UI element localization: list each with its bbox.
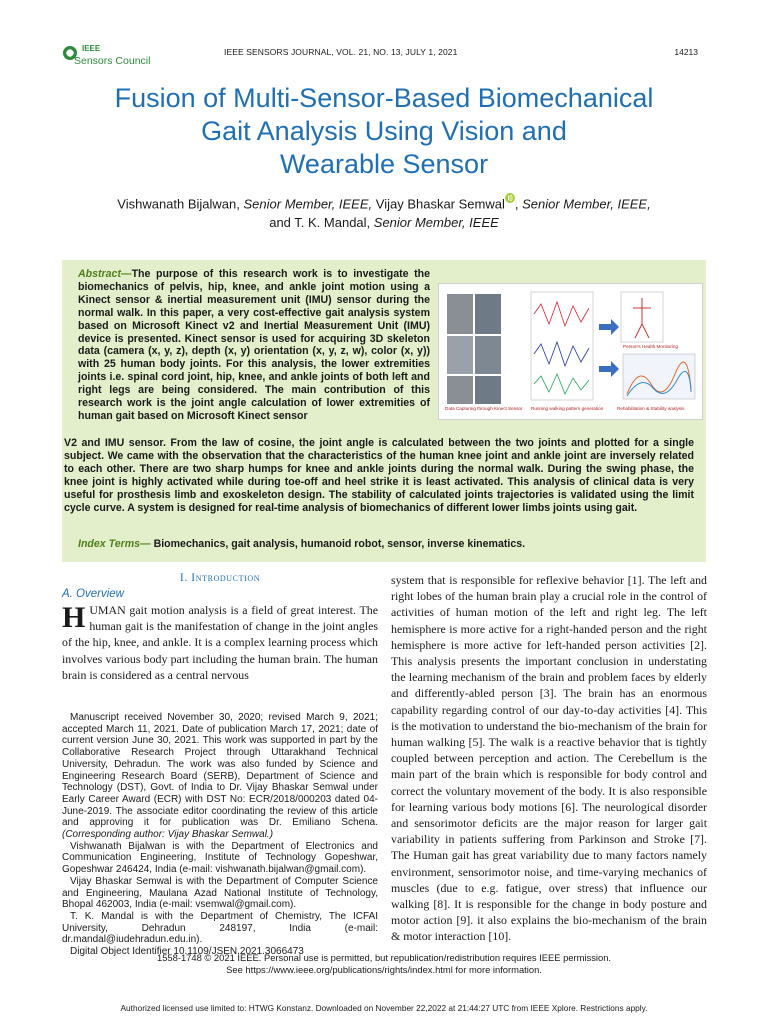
footnotes — [62, 712, 378, 958]
title-line: Wearable Sensor — [279, 149, 489, 179]
corresponding-author: (Corresponding author: Vijay Bhaskar Semwal.) — [62, 829, 274, 841]
figure-label-rehab: Rehabilitation & Stability analysis — [617, 406, 685, 411]
index-terms-text: Biomechanics, gait analysis, humanoid robot, sensor, inverse kinematics. — [153, 538, 526, 550]
figure-drawing — [439, 284, 702, 419]
left-column — [62, 572, 378, 683]
affiliation-note: Vijay Bhaskar Semwal is with the Department of Computer Science and Engineering, Maulana Azad National Institute of Technology, Bhopal 462003, India (e-mail: vsemwal@gmail.com). — [62, 875, 378, 911]
figure-label-walking: Running walking pattern generation — [531, 406, 604, 411]
svg-text:Sensors Council: Sensors Council — [74, 55, 151, 67]
graphical-abstract-figure — [438, 283, 703, 420]
figure-label-health: Person's Health Monitoring — [623, 344, 679, 349]
figure-label-capture: Data Capturing through Kinect Sensor — [445, 406, 523, 411]
abstract-body-part1: The purpose of this research work is to investigate the biomechanics of pelvis, hip, knee, and ankle joint motion using a Kinect sensor & inertial measurement unit (IMU) sensor during the normal walk. In this paper, a very cost-effective gait analysis system based on Microsoft Kinect v2 and Inertial Measurement Unit (IMU) device is presented. Kinect sensor is used for acquiring 3D skeleton data (camera (x, y, z), depth (x, y) orientation (x, y, z, w), color (x, y)) with 25 human body joints. For this analysis, the lower extremities joints i.e. spinal cord joint, hip, knee, and ankle joints of both left and right legs are being considered. The main contribution of this research work is the joint angle calculation of lower extremities of human gait based on Microsoft Kinect sensor — [78, 268, 430, 422]
title-line: Gait Analysis Using Vision and — [201, 116, 567, 146]
abstract-text-continued: V2 and IMU sensor. From the law of cosine, the joint angle is calculated between the two joints and plotted for a single subject. We came with the observation that the characteristics of the human knee joint and ankle joint are inversely related to each other. There are two sharp humps for knee and ankle joints during the normal walk. During the swing phase, the knee joint is highly activated while during toe-off and heel strike it is least activated. This analysis of clinical data is very useful for prosthesis limb and exoskeleton design. The stability of calculated joints trajectories is validated using the limit cycle curve. A system is designed for real-time analysis of biomechanics of different lower limbs joints using gait. — [64, 437, 694, 514]
subsection-heading: A. Overview — [62, 588, 124, 600]
photo-thumb — [447, 336, 473, 374]
page-number: 14213 — [674, 47, 698, 57]
photo-thumb — [447, 294, 473, 334]
author-role: Senior Member, IEEE, — [243, 196, 373, 212]
arrow-right-icon — [599, 319, 619, 335]
abstract-text: Abstract—The purpose of this research work is to investigate the biomechanics of pelvis, hip, knee, and ankle joint motion using a Kinect sensor & inertial measurement unit (IMU) sensor during the normal walk. In this paper, a very cost-effective gait analysis system based on Microsoft Kinect v2 and Inertial Measurement Unit (IMU) device is presented. Kinect sensor is used for acquiring 3D skeleton data (camera (x, y, z), depth (x, y) orientation (x, y, z, w), color (x, y)) with 25 human body joints. For this analysis, the lower extremities joints i.e. spinal cord joint, hip, knee, and ankle joints of both left and right legs are being considered. The main contribution of this research work is the joint angle calculation of lower extremities of human gait based on Microsoft Kinect sensor — [78, 268, 430, 422]
photo-thumb — [475, 294, 501, 334]
title-line: Fusion of Multi-Sensor-Based Biomechanical — [114, 83, 654, 113]
section-heading: I. Introduction — [179, 572, 261, 584]
paper-title — [60, 82, 708, 181]
ieee-sensors-council-logo — [62, 42, 162, 68]
author-name: Vijay Bhaskar Semwal — [375, 196, 505, 212]
intro-paragraph-continued: system that is responsible for reflexive behavior [1]. The left and right lobes of the human brain play a crucial role in the control of activities of human motion of the left and right leg. The left hemisphere is more active for a right-handed person and the right hemisphere is more active for left-handed person activities [2]. This analysis presents the important conclusion in understating the learning mechanism of the brain and problem faces by elderly and differently-abled person [3]. The brain has an enormous capability regarding control of our day-to-day activities [4]. This is the motivation to understand the bio-mechanism of the brain for human walking [5]. The walk is a reactive behavior that is tightly coupled between perception and action. The Cerebellum is the main part of the brain which is responsible for body control and correct the voluntary movement of the body. It is also responsible for learning various body motions [6]. The neurological disorder and sensorimotor deficits are the major reason for larger gait variability in patients suffering from Parkinson and Stroke [7]. The Human gait has great variability due to many factors namely environment, sensorimotor noise, and time-varying mechanics of muscles (due to e.g. fatigue, over stress) that influence our walking [8]. It is responsible for the change in body posture and motor action [9]. it also explains the bio-mechanism of the brain & motor interaction [10]. — [391, 573, 707, 944]
author-list: Vishwanath Bijalwan, Senior Member, IEEE, Vijay Bhaskar Semwal , Senior Member, IEEE, and T. K. Mandal, Senior Member, IEEE — [60, 193, 708, 232]
journal-citation: IEEE SENSORS JOURNAL, VOL. 21, NO. 13, JULY 1, 2021 — [224, 47, 458, 57]
svg-text:IEEE: IEEE — [82, 44, 101, 53]
page-header — [62, 40, 698, 70]
author-name: and T. K. Mandal, — [269, 215, 371, 231]
copyright-notice: 1558-1748 © 2021 IEEE. Personal use is permitted, but republication/redistribution requires IEEE permission. See https://www.ieee.org/publications/rights/index.html for more information. — [156, 952, 612, 975]
affiliation-note: Vishwanath Bijalwan is with the Department of Electronics and Communication Engineering, Institute of Technology Gopeshwar, Gopeshwar 246424, India (e-mail: vishwanath.bijalwan@gmail.com). — [62, 840, 378, 876]
drop-cap: H — [62, 601, 86, 634]
photo-thumb — [475, 376, 501, 404]
author-name: Vishwanath Bijalwan, — [117, 196, 240, 212]
right-column — [391, 572, 707, 945]
abstract-label: Abstract — [78, 268, 121, 280]
intro-paragraph: HUMAN gait motion analysis is a field of great interest. The human gait is the manifestation of change in the joint angles of the hip, knee, and ankle. It is a complex learning process which involves various body part including the human brain. The human brain is considered as a central nervous — [62, 601, 378, 682]
author-role: Senior Member, IEEE, — [522, 196, 651, 212]
license-footer: Authorized licensed use limited to: HTWG Konstanz. Downloaded on November 22,2022 at 21:44:27 UTC from IEEE Xplore. Restrictions apply. — [120, 1003, 648, 1013]
manuscript-note: Manuscript received November 30, 2020; revised March 9, 2021; accepted March 11, 2021. Date of publication March 17, 2021; date of current version June 30, 2021. This work was supported in part by the Collaborative Research Project through Uttarakhand Technical University, Dehradun. The work was also funded by Science and Engineering Research Board (SERB), Department of Science and Technology (DST), Govt. of India to Dr. Vijay Bhaskar Semwal under Early Career Award (ECR) with DST No: ECR/2018/000203 dated 04-June-2019. The associate editor coordinating the review of this article and approving it for publication was Dr. Emiliano Schena. — [62, 712, 378, 829]
photo-thumb — [447, 376, 473, 404]
author-role: Senior Member, IEEE — [373, 215, 499, 231]
orcid-icon[interactable] — [505, 193, 515, 203]
index-terms: Index Terms— Biomechanics, gait analysis, humanoid robot, sensor, inverse kinematics. — [78, 538, 526, 550]
gait-plot — [531, 292, 593, 400]
arrow-right-icon — [599, 361, 619, 377]
photo-thumb — [475, 336, 501, 374]
index-terms-label: Index Terms — [78, 538, 141, 550]
affiliation-note: T. K. Mandal is with the Department of Chemistry, The ICFAI University, Dehradun 248197, India (e-mail: dr.mandal@iudehradun.edu.in). — [62, 910, 378, 946]
doi-note: Digital Object Identifier 10.1109/JSEN.2021.3066473 — [70, 946, 304, 958]
